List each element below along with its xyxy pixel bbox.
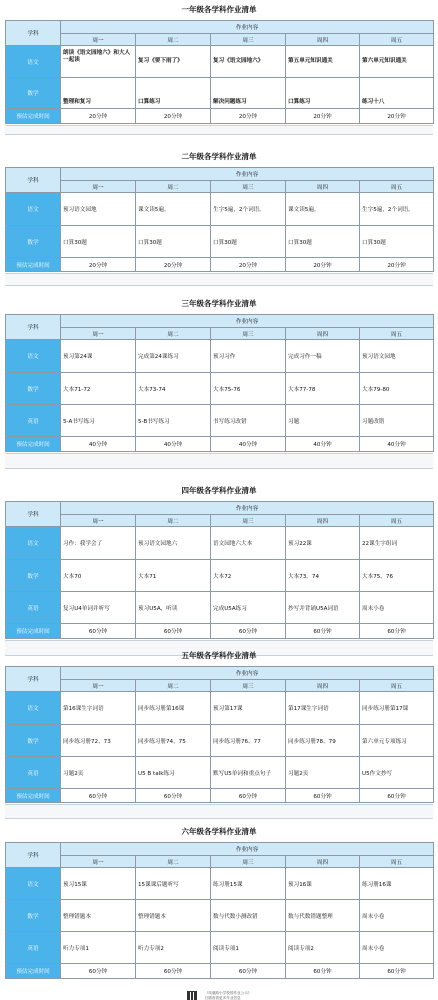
footer-line-2: 扫描查看更多作业信息 [204, 995, 241, 1000]
day-header: 周一 [61, 680, 136, 692]
time-cell: 60分钟 [286, 789, 360, 803]
subject-row [6, 405, 434, 437]
homework-cell: 大本72 [211, 560, 286, 592]
day-header: 周五 [360, 680, 434, 692]
subject-label: 语文 [6, 527, 61, 560]
homework-cell: 完成第24课练习 [136, 340, 211, 373]
day-header: 周三 [211, 34, 286, 46]
content-header: 作业内容 [61, 843, 434, 856]
homework-cell: 听力专项2 [136, 932, 211, 964]
homework-cell: 生字5遍，2个词语。 [211, 193, 286, 226]
time-cell: 60分钟 [61, 789, 136, 803]
day-header: 周四 [286, 181, 360, 193]
homework-cell: 5-A书写练习 [61, 405, 136, 437]
time-cell: 40分钟 [360, 437, 434, 452]
homework-cell: 课文读5遍。 [286, 193, 360, 226]
homework-cell: U5作文抄写 [360, 757, 434, 789]
homework-cell: 口算30题 [211, 226, 286, 258]
subject-row [6, 868, 434, 900]
homework-cell: 复习《要下雨了》 [136, 46, 211, 78]
subject-label: 数学 [6, 226, 61, 258]
time-cell: 60分钟 [286, 624, 360, 639]
homework-cell: 预习语文园地 [360, 340, 434, 373]
day-header: 周一 [61, 856, 136, 868]
time-label: 预估完成时间 [6, 624, 61, 639]
section-divider [5, 125, 433, 135]
time-cell: 40分钟 [136, 437, 211, 452]
subject-label: 数学 [6, 560, 61, 592]
subject-label: 英语 [6, 592, 61, 624]
homework-cell: 阅读专项2 [286, 932, 360, 964]
homework-cell: 周末小卷 [360, 932, 434, 964]
day-header: 周三 [211, 515, 286, 527]
homework-cell: 周末小卷 [360, 900, 434, 932]
homework-cell: 听力专项1 [61, 932, 136, 964]
subject-row [6, 592, 434, 624]
day-header: 周五 [360, 181, 434, 193]
homework-cell: 口算30题 [136, 226, 211, 258]
day-header: 周四 [286, 34, 360, 46]
grade-title: 三年级各学科作业清单 [181, 299, 257, 308]
homework-cell: 整理错题本 [61, 900, 136, 932]
time-cell: 20分钟 [286, 109, 360, 124]
subject-label: 数学 [6, 373, 61, 405]
time-cell: 60分钟 [360, 789, 434, 803]
section-divider [5, 804, 433, 819]
day-header: 周二 [136, 680, 211, 692]
homework-cell: 数与代数小测改错 [211, 900, 286, 932]
homework-cell: 朗读《语文园地六》和大人一起读 [61, 46, 136, 78]
homework-cell: 阅读专项1 [211, 932, 286, 964]
homework-cell: 同步练习册72、73 [61, 725, 136, 757]
time-cell: 40分钟 [211, 437, 286, 452]
homework-cell: 口算练习 [286, 78, 360, 109]
day-header: 周二 [136, 328, 211, 340]
homework-cell: 大本77-78 [286, 373, 360, 405]
grade-title: 五年级各学科作业清单 [181, 651, 257, 660]
homework-cell: 整理和复习 [61, 78, 136, 109]
homework-cell: 口算30题 [61, 226, 136, 258]
day-header: 周五 [360, 515, 434, 527]
homework-cell: 预习语文园地六 [136, 527, 211, 560]
homework-table [5, 842, 434, 979]
homework-cell: 第17课生字词语 [286, 692, 360, 725]
subject-row [6, 900, 434, 932]
time-cell: 20分钟 [136, 109, 211, 124]
homework-cell: 预习语文园地 [61, 193, 136, 226]
subject-label: 语文 [6, 340, 61, 373]
section-divider [5, 453, 433, 469]
homework-cell: 复习《语文园地六》 [211, 46, 286, 78]
homework-cell: 预习22课 [286, 527, 360, 560]
homework-table [5, 20, 434, 124]
homework-cell: 22课生字组词 [360, 527, 434, 560]
content-header: 作业内容 [61, 667, 434, 680]
homework-cell: 预习第17课 [211, 692, 286, 725]
time-label: 预估完成时间 [6, 789, 61, 803]
time-label: 预估完成时间 [6, 964, 61, 979]
homework-cell: 生字5遍，2个词语。 [360, 193, 434, 226]
day-header: 周二 [136, 181, 211, 193]
homework-cell: 口算30题 [286, 226, 360, 258]
subject-row [6, 78, 434, 109]
homework-cell: 周末小卷 [360, 592, 434, 624]
day-header: 周四 [286, 328, 360, 340]
footer [0, 985, 438, 1000]
day-header: 周二 [136, 34, 211, 46]
homework-cell: 书写练习改错 [211, 405, 286, 437]
section-divider [5, 273, 433, 286]
subject-label: 语文 [6, 692, 61, 725]
homework-cell: 课文读5遍。 [136, 193, 211, 226]
day-header: 周一 [61, 515, 136, 527]
time-cell: 20分钟 [61, 109, 136, 124]
subject-label: 语文 [6, 868, 61, 900]
homework-cell: 习题2页 [286, 757, 360, 789]
grade-title: 六年级各学科作业清单 [181, 827, 257, 836]
subject-row [6, 226, 434, 258]
homework-cell: 完成习作一稿 [286, 340, 360, 373]
time-cell: 40分钟 [61, 437, 136, 452]
homework-cell: 同步练习册第17课 [360, 692, 434, 725]
time-cell: 60分钟 [211, 964, 286, 979]
homework-cell: 完成U5A练习 [211, 592, 286, 624]
day-header: 周三 [211, 856, 286, 868]
subject-header: 学科 [6, 168, 61, 193]
time-cell: 60分钟 [211, 789, 286, 803]
homework-cell: 预习第24课 [61, 340, 136, 373]
homework-cell: 习题 [286, 405, 360, 437]
subject-row [6, 193, 434, 226]
homework-cell: 口算练习 [136, 78, 211, 109]
subject-header: 学科 [6, 667, 61, 692]
day-header: 周一 [61, 328, 136, 340]
homework-cell: 大本73-74 [136, 373, 211, 405]
subject-row [6, 757, 434, 789]
subject-label: 英语 [6, 405, 61, 437]
homework-cell: 大本70 [61, 560, 136, 592]
subject-header: 学科 [6, 315, 61, 340]
time-cell: 20分钟 [211, 258, 286, 272]
day-header: 周四 [286, 856, 360, 868]
day-header: 周二 [136, 515, 211, 527]
time-label: 预估完成时间 [6, 437, 61, 452]
content-header: 作业内容 [61, 502, 434, 515]
homework-cell: 第16课生字词语 [61, 692, 136, 725]
homework-cell: 复习U4单词并听写 [61, 592, 136, 624]
homework-cell: 15课课后题听写 [136, 868, 211, 900]
time-cell: 20分钟 [360, 109, 434, 124]
grade-title: 二年级各学科作业清单 [181, 152, 257, 161]
homework-cell: 同步练习册78、79 [286, 725, 360, 757]
homework-cell: 大本75-76 [211, 373, 286, 405]
homework-cell: 习题改错 [360, 405, 434, 437]
homework-cell: 数与代数错题整理 [286, 900, 360, 932]
homework-cell: 默写U5单词和重点句子 [211, 757, 286, 789]
time-cell: 20分钟 [136, 258, 211, 272]
homework-cell: 预习习作 [211, 340, 286, 373]
homework-cell: 预习U5A，听读 [136, 592, 211, 624]
homework-cell: 同步练习册74、75 [136, 725, 211, 757]
time-cell: 60分钟 [136, 624, 211, 639]
subject-row [6, 527, 434, 560]
homework-table [5, 666, 434, 803]
homework-cell: 同步练习册76、77 [211, 725, 286, 757]
qr-code-icon [187, 991, 197, 1000]
homework-cell: 大本71 [136, 560, 211, 592]
homework-cell: 整理错题本 [136, 900, 211, 932]
time-cell: 60分钟 [136, 964, 211, 979]
homework-cell: 第六单元知识通关 [360, 46, 434, 78]
homework-cell: 预习15课 [61, 868, 136, 900]
subject-row [6, 560, 434, 592]
homework-cell: 5-B书写练习 [136, 405, 211, 437]
subject-row [6, 340, 434, 373]
content-header: 作业内容 [61, 21, 434, 34]
homework-cell: 语文园地六大本 [211, 527, 286, 560]
subject-row [6, 692, 434, 725]
time-cell: 60分钟 [360, 964, 434, 979]
subject-header: 学科 [6, 843, 61, 868]
time-cell: 20分钟 [211, 109, 286, 124]
time-cell: 60分钟 [61, 964, 136, 979]
time-label: 预估完成时间 [6, 258, 61, 272]
subject-label: 语文 [6, 193, 61, 226]
day-header: 周三 [211, 328, 286, 340]
subject-label: 数学 [6, 900, 61, 932]
day-header: 周五 [360, 856, 434, 868]
subject-row [6, 373, 434, 405]
homework-cell: 同步练习册第16课 [136, 692, 211, 725]
homework-table [5, 167, 434, 272]
time-cell: 60分钟 [61, 624, 136, 639]
time-cell: 20分钟 [286, 258, 360, 272]
subject-label: 数学 [6, 78, 61, 109]
day-header: 周二 [136, 856, 211, 868]
time-label: 预估完成时间 [6, 109, 61, 124]
homework-cell: 习题2页 [61, 757, 136, 789]
homework-cell: 预习16课 [286, 868, 360, 900]
homework-cell: 习作：我学会了 [61, 527, 136, 560]
homework-cell: 大本73、74 [286, 560, 360, 592]
day-header: 周三 [211, 680, 286, 692]
homework-cell: 解决问题练习 [211, 78, 286, 109]
content-header: 作业内容 [61, 168, 434, 181]
day-header: 周四 [286, 680, 360, 692]
homework-cell: 大本75、76 [360, 560, 434, 592]
footer-text [205, 991, 252, 1000]
subject-row [6, 725, 434, 757]
homework-cell: 大本71-72 [61, 373, 136, 405]
time-cell: 20分钟 [61, 258, 136, 272]
time-cell: 60分钟 [286, 964, 360, 979]
subject-header: 学科 [6, 502, 61, 527]
subject-label: 英语 [6, 932, 61, 964]
time-cell: 20分钟 [360, 258, 434, 272]
homework-cell: U5 B talk练习 [136, 757, 211, 789]
time-cell: 40分钟 [286, 437, 360, 452]
homework-cell: 练习册16课 [360, 868, 434, 900]
homework-cell: 口算30题 [360, 226, 434, 258]
homework-cell: 第六单元专项练习 [360, 725, 434, 757]
homework-cell: 练习十八 [360, 78, 434, 109]
time-cell: 60分钟 [211, 624, 286, 639]
homework-table [5, 314, 434, 452]
subject-header: 学科 [6, 21, 61, 46]
homework-cell: 抄写并背诵U5A词语 [286, 592, 360, 624]
footer-line-1: 《凤凰路小学校园作业公示》 [204, 991, 252, 995]
grade-title: 四年级各学科作业清单 [181, 486, 257, 495]
homework-cell: 练习册15课 [211, 868, 286, 900]
homework-table [5, 501, 434, 639]
day-header: 周一 [61, 181, 136, 193]
subject-label: 数学 [6, 725, 61, 757]
day-header: 周四 [286, 515, 360, 527]
day-header: 周五 [360, 328, 434, 340]
time-cell: 60分钟 [360, 624, 434, 639]
day-header: 周五 [360, 34, 434, 46]
time-cell: 60分钟 [136, 789, 211, 803]
grade-title: 一年级各学科作业清单 [181, 5, 257, 14]
subject-label: 英语 [6, 757, 61, 789]
subject-label: 语文 [6, 46, 61, 78]
day-header: 周一 [61, 34, 136, 46]
subject-row [6, 46, 434, 78]
day-header: 周三 [211, 181, 286, 193]
homework-cell: 第五单元知识通关 [286, 46, 360, 78]
content-header: 作业内容 [61, 315, 434, 328]
subject-row [6, 932, 434, 964]
homework-cell: 大本79-80 [360, 373, 434, 405]
